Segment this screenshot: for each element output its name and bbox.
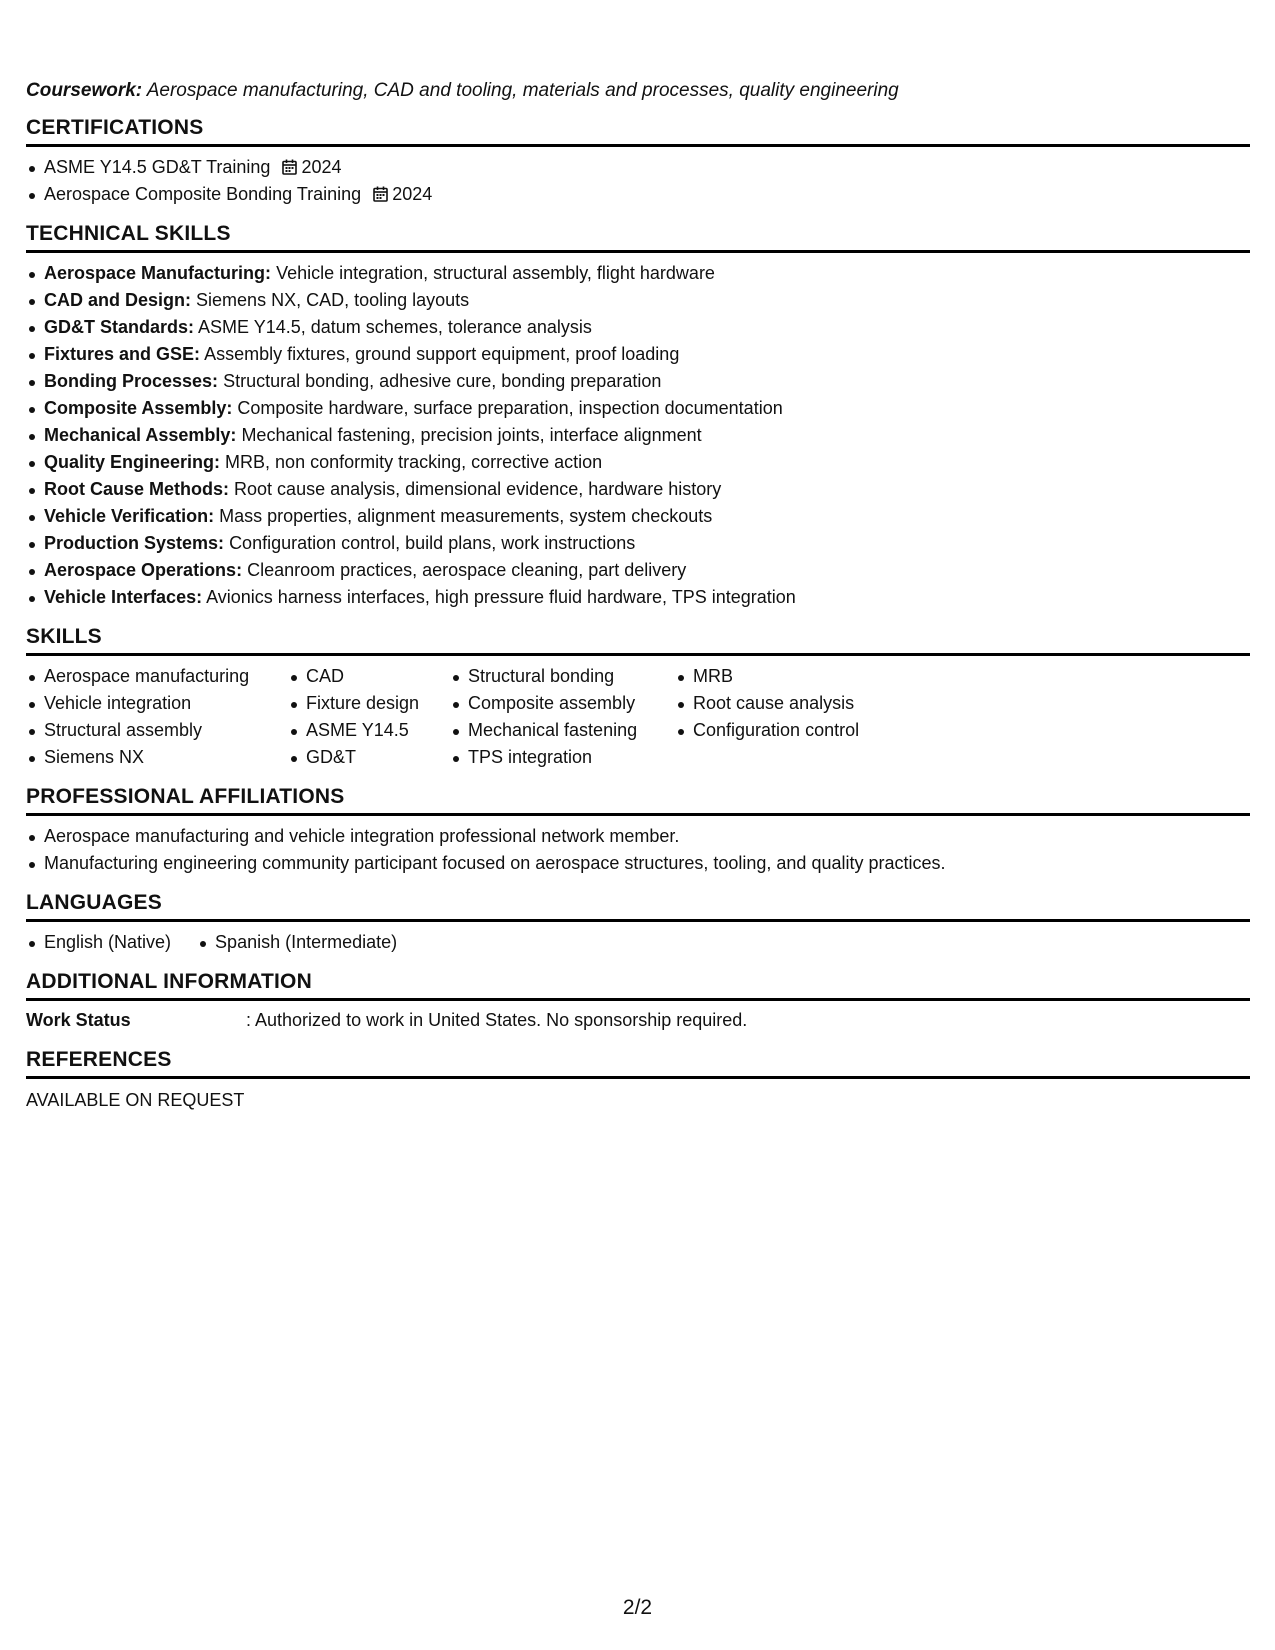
skill-label: Vehicle Interfaces:: [44, 587, 203, 607]
languages-heading: LANGUAGES: [26, 891, 1250, 922]
skill-text: Configuration control, build plans, work instructions: [229, 533, 636, 553]
work-status-label: Work Status: [26, 1010, 131, 1030]
technical-skill-item: [26, 476, 1250, 503]
technical-skill-item: [26, 449, 1250, 476]
technical-skill-item: [26, 368, 1250, 395]
skill-text: Root cause analysis, dimensional evidence, hardware history: [234, 479, 722, 499]
technical-skill-item: [26, 503, 1250, 530]
certification-item: [26, 154, 1250, 181]
additional-info-heading: ADDITIONAL INFORMATION: [26, 970, 1250, 1001]
affiliation-item: Aerospace manufacturing and vehicle integration professional network member.: [26, 823, 1250, 850]
skill-item: TPS integration: [450, 744, 675, 771]
certification-name: Aerospace Composite Bonding Training: [44, 184, 362, 204]
skills-column: [26, 663, 288, 771]
technical-skill-item: [26, 530, 1250, 557]
skill-label: Production Systems:: [44, 533, 225, 553]
skill-text: Structural bonding, adhesive cure, bonding preparation: [223, 371, 662, 391]
languages-list: [26, 929, 1250, 956]
skill-label: Root Cause Methods:: [44, 479, 230, 499]
coursework-text: Aerospace manufacturing, CAD and tooling, materials and processes, quality engineering: [146, 80, 899, 101]
certification-name: ASME Y14.5 GD&T Training: [44, 157, 271, 177]
skill-text: Avionics harness interfaces, high pressure fluid hardware, TPS integration: [206, 587, 796, 607]
skill-text: Mechanical fastening, precision joints, interface alignment: [241, 425, 702, 445]
skill-item: ASME Y14.5: [288, 717, 450, 744]
skill-item: Siemens NX: [26, 744, 288, 771]
skill-label: Aerospace Operations:: [44, 560, 243, 580]
calendar-icon: [373, 186, 388, 202]
skill-text: Siemens NX, CAD, tooling layouts: [196, 290, 470, 310]
technical-skill-item: [26, 341, 1250, 368]
skill-label: Aerospace Manufacturing:: [44, 263, 272, 283]
skills-column: [450, 663, 675, 771]
technical-skill-item: [26, 584, 1250, 611]
resume-page: [26, 78, 1250, 1114]
skill-item: MRB: [675, 663, 915, 690]
skill-item: Composite assembly: [450, 690, 675, 717]
technical-skill-item: [26, 260, 1250, 287]
calendar-icon: [282, 159, 297, 175]
certification-year: 2024: [301, 157, 342, 177]
skill-item: Structural bonding: [450, 663, 675, 690]
skill-item: Configuration control: [675, 717, 915, 744]
skills-grid: [26, 663, 1250, 771]
skill-text: MRB, non conformity tracking, corrective action: [225, 452, 603, 472]
skill-item: GD&T: [288, 744, 450, 771]
coursework-line: [26, 78, 1250, 104]
skill-item: Mechanical fastening: [450, 717, 675, 744]
skill-label: Fixtures and GSE:: [44, 344, 201, 364]
language-item: English (Native): [26, 929, 171, 956]
skill-label: Mechanical Assembly:: [44, 425, 237, 445]
technical-skills-heading: TECHNICAL SKILLS: [26, 222, 1250, 253]
language-item: Spanish (Intermediate): [197, 929, 397, 956]
skills-column: [288, 663, 450, 771]
skills-column: [675, 663, 915, 771]
skill-text: Composite hardware, surface preparation, inspection documentation: [237, 398, 783, 418]
coursework-label: Coursework:: [26, 80, 143, 101]
references-text: AVAILABLE ON REQUEST: [26, 1090, 245, 1110]
technical-skill-item: [26, 557, 1250, 584]
skill-item: Root cause analysis: [675, 690, 915, 717]
skill-label: GD&T Standards:: [44, 317, 195, 337]
references-heading: REFERENCES: [26, 1048, 1250, 1079]
technical-skill-item: [26, 287, 1250, 314]
affiliations-heading: PROFESSIONAL AFFILIATIONS: [26, 785, 1250, 816]
technical-skill-item: [26, 314, 1250, 341]
affiliation-item: Manufacturing engineering community participant focused on aerospace structures, tooling, and quality practices.: [26, 850, 1250, 877]
skill-text: ASME Y14.5, datum schemes, tolerance analysis: [198, 317, 592, 337]
certifications-heading: CERTIFICATIONS: [26, 116, 1250, 147]
skill-item: Vehicle integration: [26, 690, 288, 717]
skills-heading: SKILLS: [26, 625, 1250, 656]
certification-year: 2024: [392, 184, 433, 204]
skill-item: Structural assembly: [26, 717, 288, 744]
skill-label: Quality Engineering:: [44, 452, 221, 472]
skill-text: Assembly fixtures, ground support equipment, proof loading: [204, 344, 680, 364]
affiliations-list: [26, 823, 1250, 877]
page-number: 2/2: [622, 1596, 653, 1619]
technical-skill-item: [26, 422, 1250, 449]
skill-item: Fixture design: [288, 690, 450, 717]
skill-text: Mass properties, alignment measurements, system checkouts: [219, 506, 713, 526]
skill-label: CAD and Design:: [44, 290, 192, 310]
skill-item: CAD: [288, 663, 450, 690]
skill-item: Aerospace manufacturing: [26, 663, 288, 690]
skill-label: Bonding Processes:: [44, 371, 219, 391]
work-status-row: [26, 1007, 1250, 1034]
work-status-value: : Authorized to work in United States. No sponsorship required.: [246, 1010, 748, 1030]
certifications-list: [26, 154, 1250, 208]
skill-label: Vehicle Verification:: [44, 506, 215, 526]
technical-skill-item: [26, 395, 1250, 422]
certification-item: [26, 181, 1250, 208]
skill-label: Composite Assembly:: [44, 398, 233, 418]
skill-text: Vehicle integration, structural assembly, flight hardware: [276, 263, 715, 283]
technical-skills-list: [26, 260, 1250, 611]
skill-text: Cleanroom practices, aerospace cleaning, part delivery: [247, 560, 687, 580]
